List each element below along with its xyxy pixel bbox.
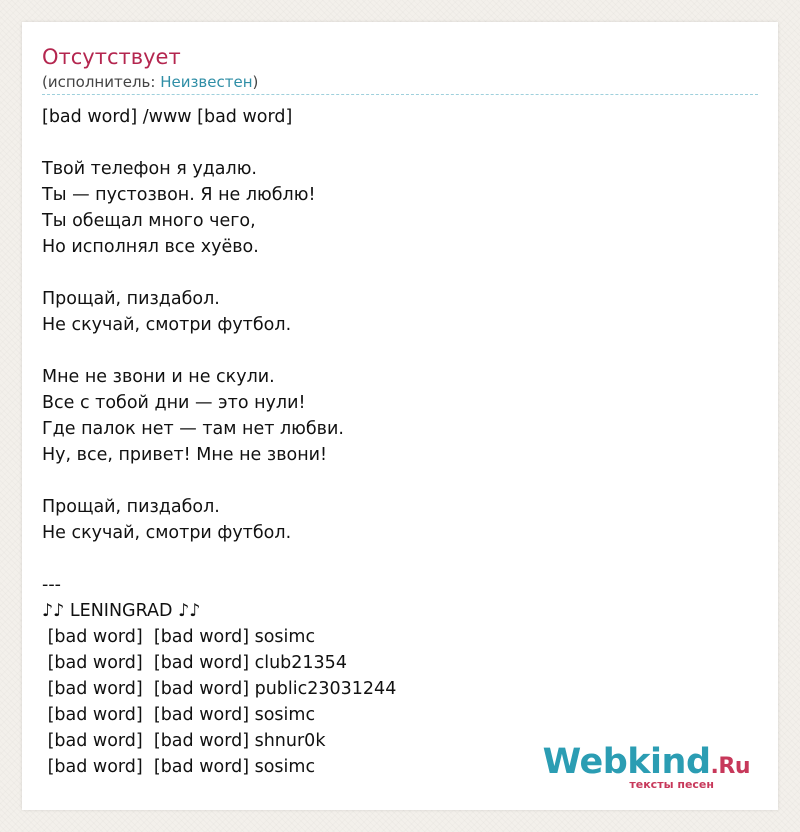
lyric-line: Прощай, пиздабол. <box>42 289 220 309</box>
lyric-line: Ты — пустозвон. Я не люблю! <box>42 185 316 205</box>
song-title: Отсутствует <box>42 45 181 69</box>
lyric-line <box>42 338 742 364</box>
header-divider <box>42 94 758 95</box>
lyrics-card <box>22 22 778 810</box>
logo-tld: .Ru <box>710 754 750 779</box>
lyric-line: [bad word] [bad word] club21354 <box>42 653 347 673</box>
lyric-line: [bad word] /www [bad word] <box>42 107 293 127</box>
logo-subtitle: тексты песен <box>629 778 714 791</box>
lyric-line: Но исполнял все хуёво. <box>42 237 259 257</box>
song-header <box>42 42 758 92</box>
lyric-line: Где палок нет — там нет любви. <box>42 419 344 439</box>
lyric-line <box>42 260 742 286</box>
lyric-line: [bad word] [bad word] sosimc <box>42 627 316 647</box>
lyric-line: Не скучай, смотри футбол. <box>42 523 292 543</box>
lyric-line: Ну, все, привет! Мне не звони! <box>42 445 328 465</box>
lyric-line: [bad word] [bad word] public23031244 <box>42 679 397 699</box>
lyric-line: Все с тобой дни — это нули! <box>42 393 306 413</box>
lyric-line <box>42 468 742 494</box>
lyric-line: ♪♪ LENINGRAD ♪♪ <box>42 601 201 621</box>
lyric-line: Не скучай, смотри футбол. <box>42 315 292 335</box>
lyric-line: [bad word] [bad word] sosimc <box>42 705 316 725</box>
lyric-line: Мне не звони и не скули. <box>42 367 275 387</box>
lyric-line: Ты обещал много чего, <box>42 211 256 231</box>
artist-suffix: ) <box>252 73 259 91</box>
lyric-line: [bad word] [bad word] shnur0k <box>42 731 326 751</box>
lyrics-body <box>42 104 742 780</box>
lyric-line: Прощай, пиздабол. <box>42 497 220 517</box>
lyric-line <box>42 546 742 572</box>
artist-link[interactable]: Неизвестен <box>160 73 253 91</box>
site-logo[interactable] <box>543 744 750 790</box>
lyric-line <box>42 130 742 156</box>
lyric-line: Твой телефон я удалю. <box>42 159 257 179</box>
lyric-line: [bad word] [bad word] sosimc <box>42 757 316 777</box>
logo-main-text: Webkind <box>542 742 711 782</box>
lyric-line: --- <box>42 575 61 595</box>
artist-prefix: (исполнитель: <box>42 73 161 91</box>
artist-line <box>42 72 758 92</box>
